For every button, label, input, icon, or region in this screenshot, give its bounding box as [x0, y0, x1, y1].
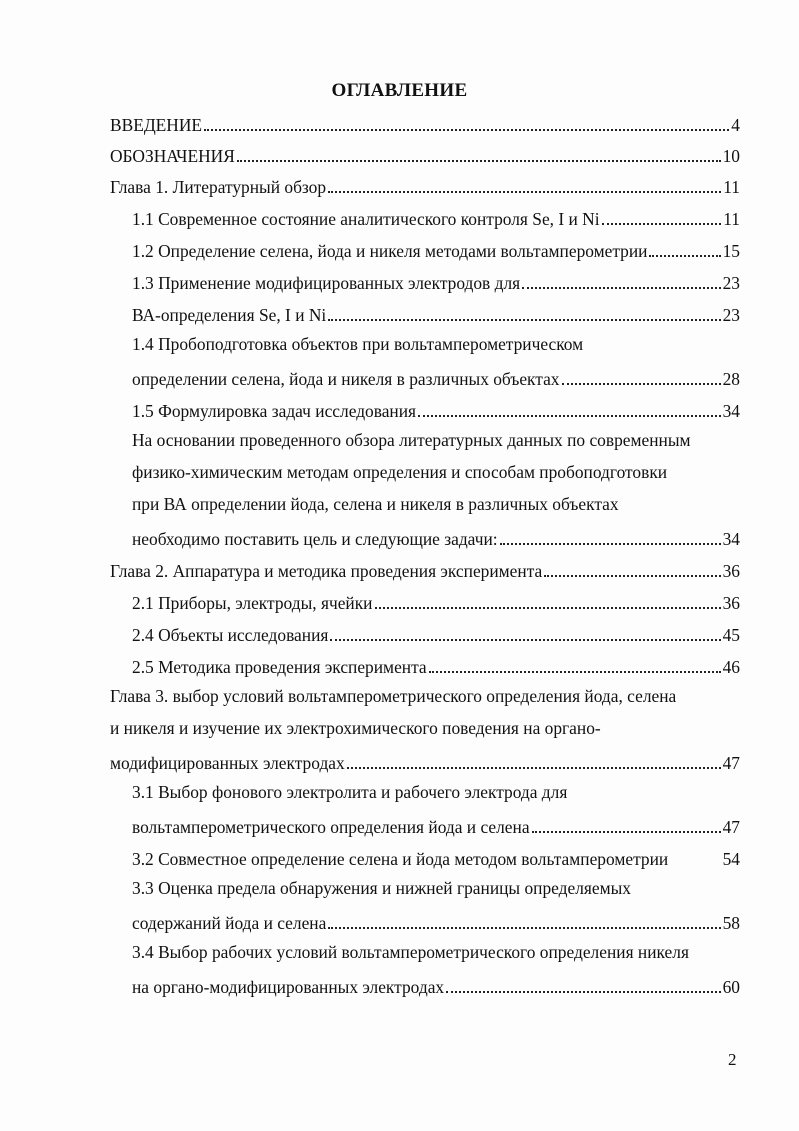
toc-entry-page: 47 [722, 817, 740, 837]
toc-entry-text: при ВА определении йода, селена и никеля в различных объектах [132, 494, 619, 514]
dot-leader [375, 607, 721, 609]
toc-entry-text: 3.4 Выбор рабочих условий вольтамперометрического определения никеля [132, 942, 689, 962]
dot-leader [429, 671, 721, 673]
dot-leader [237, 160, 721, 162]
toc-entry-page: 54 [722, 849, 740, 869]
toc-entry-text: 1.1 Современное состояние аналитического контроля Se, I и Ni [132, 209, 600, 229]
toc-entry-text: модифицированных электродах [110, 753, 345, 773]
dot-leader [446, 991, 720, 993]
toc-entry [132, 584, 740, 614]
toc-entry-text: На основании проведенного обзора литературных данных по современным [132, 430, 691, 450]
dot-leader [500, 543, 721, 545]
toc-entry-page: 46 [722, 657, 740, 677]
toc-entry-text: определении селена, йода и никеля в различных объектах [132, 369, 560, 389]
toc-entry [132, 904, 740, 934]
toc-entry [132, 296, 740, 326]
toc-entry-page: 23 [722, 305, 740, 325]
toc-entry-page: 4 [731, 115, 740, 135]
toc-entry-page: 36 [722, 593, 740, 613]
toc-entry [132, 200, 740, 230]
toc-entry [132, 264, 740, 294]
toc-entry [110, 744, 740, 774]
toc-entry [110, 552, 740, 582]
toc-entry-page: 58 [722, 913, 740, 933]
toc-entry-text: ВА-определения Se, I и Ni [132, 305, 327, 325]
dot-leader [347, 767, 721, 769]
toc-entry-text: физико-химическим методам определения и способам пробоподготовки [132, 462, 668, 482]
toc-entry [110, 168, 740, 198]
toc-entry [132, 232, 740, 262]
toc-entry-text: Глава 1. Литературный обзор [110, 177, 327, 197]
toc-entry-text: 3.3 Оценка предела обнаружения и нижней границы определяемых [132, 878, 631, 898]
toc-entry [132, 648, 740, 678]
dot-leader [522, 287, 720, 289]
toc-entry-text: 2.1 Приборы, электроды, ячейки [132, 593, 373, 613]
page-title: ОГЛАВЛЕНИЕ [331, 80, 468, 101]
toc-entry-text: Глава 3. выбор условий вольтамперометрического определения йода, селена [110, 686, 677, 706]
toc-entry [110, 106, 740, 136]
dot-leader [532, 831, 721, 833]
dot-leader [204, 129, 729, 131]
dot-leader [562, 383, 721, 385]
toc-entry-text: ВВЕДЕНИЕ [110, 115, 203, 135]
toc-entry [132, 392, 740, 422]
toc-entry-page: 60 [722, 977, 740, 997]
toc-entry-page: 28 [722, 369, 740, 389]
toc-entry-text: и никеля и изучение их электрохимического поведения на органо- [110, 718, 601, 738]
toc-entry [132, 840, 740, 870]
toc-entry [132, 616, 740, 646]
toc-entry-text: 3.1 Выбор фонового электролита и рабочего электрода для [132, 782, 568, 802]
toc-entry-text: необходимо поставить цель и следующие задачи: [132, 529, 498, 549]
toc-entry-text: вольтамперометрического определения йода и селена [132, 817, 530, 837]
toc-entry [132, 520, 740, 550]
toc-entry-page: 11 [723, 209, 740, 229]
toc-entry-text: Глава 2. Аппаратура и методика проведения эксперимента [110, 561, 543, 581]
toc-entry-text: ОБОЗНАЧЕНИЯ [110, 146, 235, 166]
toc-entry-page: 15 [722, 241, 740, 261]
toc-entry-page: 34 [722, 401, 740, 421]
toc-entry [132, 808, 740, 838]
toc-entry-text: 2.5 Методика проведения эксперимента [132, 657, 427, 677]
toc-entry-text: 1.2 Определение селена, йода и никеля методами вольтамперометрии [132, 241, 648, 261]
toc-entry [110, 137, 740, 167]
toc-entry-page: 10 [722, 146, 740, 166]
toc-entry-page: 34 [722, 529, 740, 549]
toc-entry-text: 1.4 Пробоподготовка объектов при вольтамперометрическом [132, 334, 584, 354]
toc-entry-page: 36 [722, 561, 740, 581]
toc-entry [132, 360, 740, 390]
dot-leader [544, 575, 720, 577]
dot-leader [328, 927, 720, 929]
toc-entry-page: 23 [722, 273, 740, 293]
page-number: 2 [728, 1050, 737, 1069]
dot-leader [602, 223, 722, 225]
toc-entry-text: на органо-модифицированных электродах [132, 977, 445, 997]
toc-entry-page: 47 [722, 753, 740, 773]
dot-leader [330, 639, 720, 641]
toc-entry-text: 1.5 Формулировка задач исследования [132, 401, 417, 421]
dot-leader [328, 319, 720, 321]
dot-leader [418, 415, 721, 417]
toc-entry-text: 3.2 Совместное определение селена и йода методом вольтамперометрии [132, 849, 669, 869]
toc-entry-text: 1.3 Применение модифицированных электродов для [132, 273, 521, 293]
toc-entry-text: 2.4 Объекты исследования [132, 625, 329, 645]
dot-leader [328, 191, 721, 193]
dot-leader [649, 255, 720, 257]
toc-entry [132, 968, 740, 998]
toc-entry-page: 45 [722, 625, 740, 645]
dot-leader [670, 863, 720, 865]
toc-entry-text: содержаний йода и селена [132, 913, 327, 933]
toc-entry-page: 11 [723, 177, 740, 197]
